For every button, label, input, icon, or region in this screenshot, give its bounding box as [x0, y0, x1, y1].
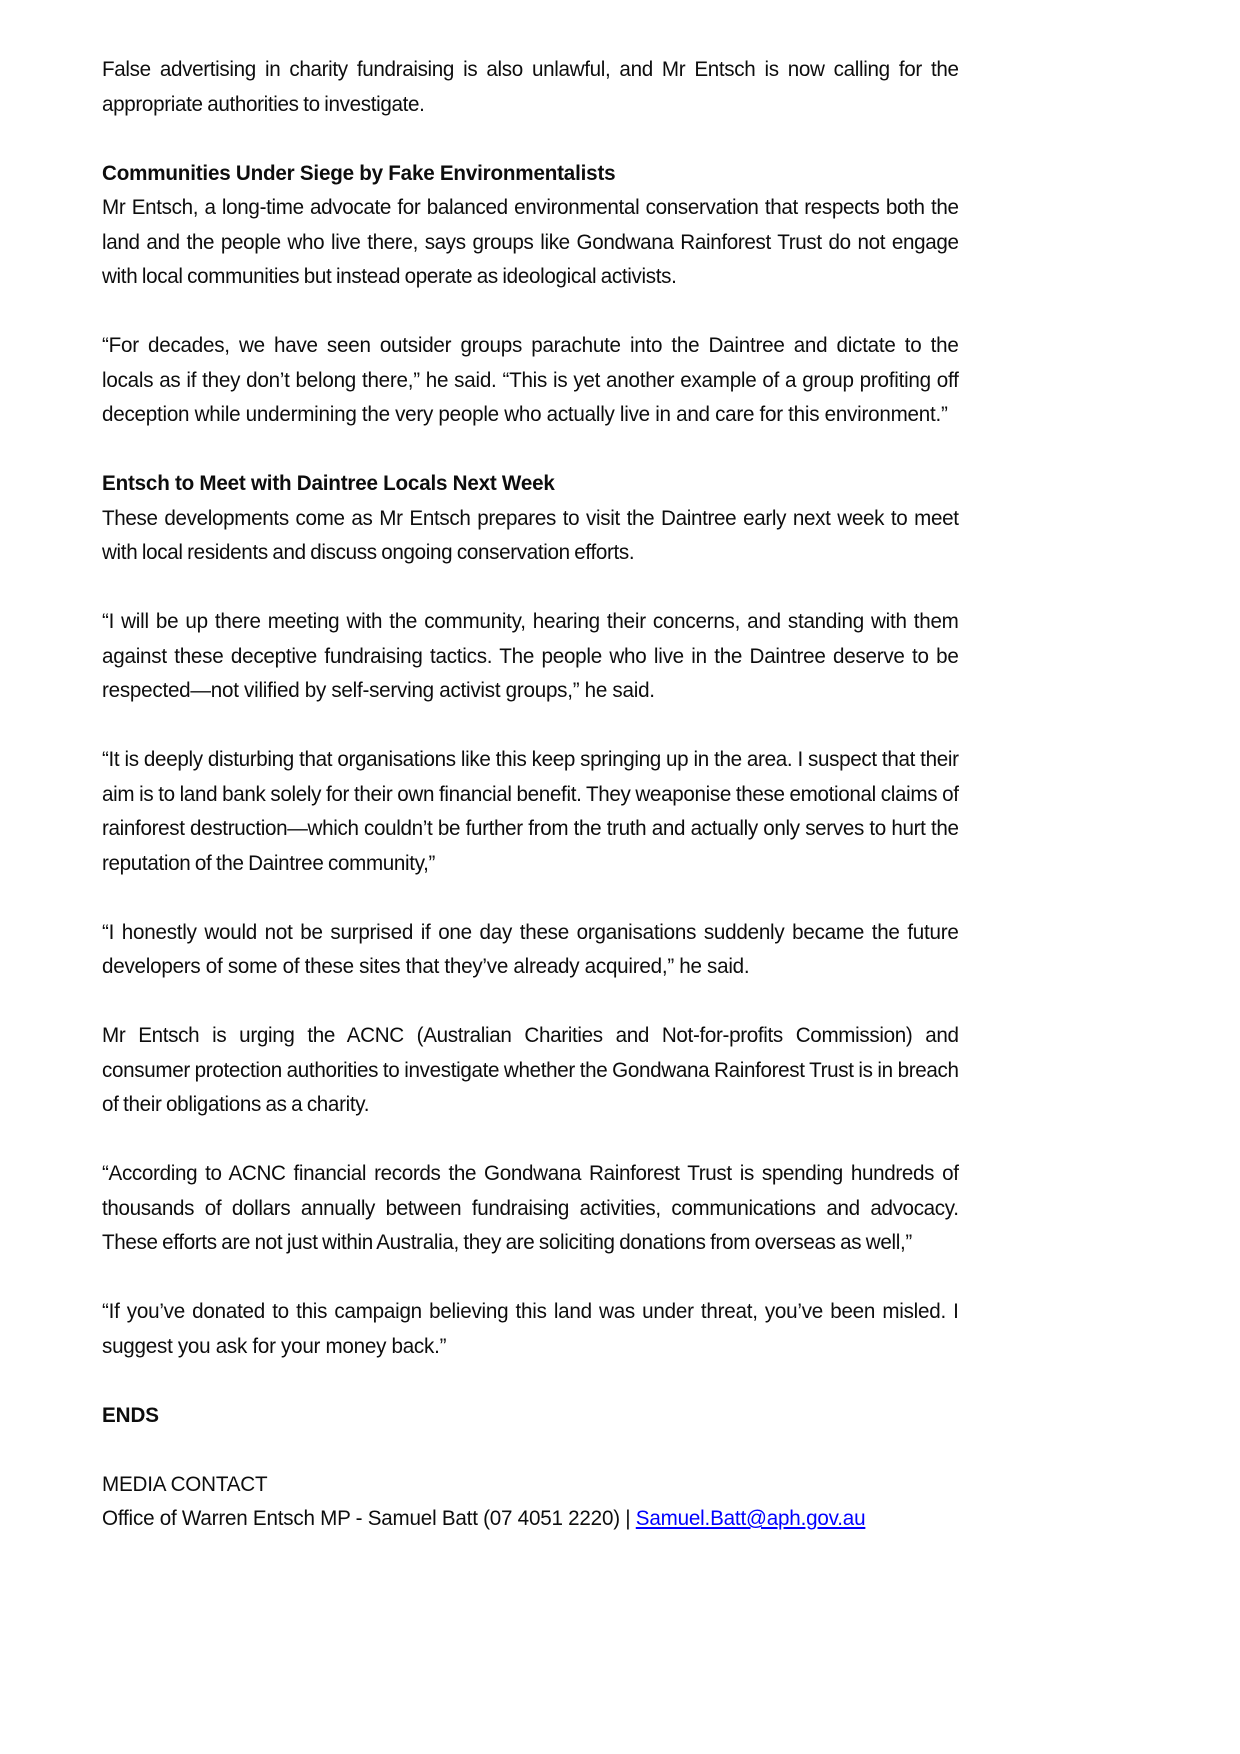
media-contact-details: [102, 1501, 959, 1536]
paragraph-spacer: [102, 1432, 959, 1467]
paragraph-acnc-urging: Mr Entsch is urging the ACNC (Australian Charities and Not-for-profits Commission) and consumer protection authorities to investigate whether the Gondwana Rainforest Trust is in breach of their obligations as a charity.: [102, 1022, 959, 1116]
paragraph-entsch-advocate: Mr Entsch, a long-time advocate for balanced environmental conservation that respects both the land and the people who live there, says groups like Gondwana Rainforest Trust do not engage with local communities but instead operate as ideological activists.: [102, 194, 959, 288]
paragraph-spacer: [102, 1122, 959, 1157]
paragraph-developments: These developments come as Mr Entsch prepares to visit the Daintree early next week to meet with local residents and discuss ongoing conservation efforts.: [102, 504, 959, 564]
paragraph-false-advertising: False advertising in charity fundraising is also unlawful, and Mr Entsch is now calling for the appropriate authorities to investigate.: [102, 56, 959, 116]
paragraph-spacer: [102, 1260, 959, 1295]
document-body: [102, 52, 959, 1536]
paragraph-quote-donated: “If you’ve donated to this campaign believing this land was under threat, you’ve been misled. I suggest you ask for your money back.”: [102, 1298, 959, 1358]
paragraph-quote-honestly: “I honestly would not be surprised if one day these organisations suddenly became the future developers of some of these sites that they’ve already acquired,” he said.: [102, 918, 959, 978]
paragraph-spacer: [102, 294, 959, 329]
paragraph-quote-decades: “For decades, we have seen outsider groups parachute into the Daintree and dictate to the locals as if they don’t belong there,” he said. “This is yet another example of a group profiting off deception while undermining the very people who actually live in and care for this environment.”: [102, 332, 959, 426]
paragraph-spacer: [102, 432, 959, 467]
paragraph-spacer: [102, 121, 959, 156]
paragraph-spacer: [102, 880, 959, 915]
paragraph-spacer: [102, 570, 959, 605]
paragraph-spacer: [102, 1363, 959, 1398]
paragraph-quote-disturbing: “It is deeply disturbing that organisations like this keep springing up in the area. I suspect that their aim is to land bank solely for their own financial benefit. They weaponise these emotional claims of rainforest destruction—which couldn’t be further from the truth and actually only serves to hurt the reputation of the Daintree community,”: [102, 746, 959, 875]
heading-entsch-meet-locals: Entsch to Meet with Daintree Locals Next Week: [102, 470, 555, 495]
paragraph-quote-acnc-records: “According to ACNC financial records the Gondwana Rainforest Trust is spending hundreds of thousands of dollars annually between fundraising activities, communications and advocacy. These efforts are not just within Australia, they are soliciting donations from overseas as well,”: [102, 1160, 959, 1254]
paragraph-spacer: [102, 708, 959, 743]
paragraph-quote-up-there: “I will be up there meeting with the community, hearing their concerns, and standing with them against these deceptive fundraising tactics. The people who live in the Daintree deserve to be respected—not vilified by self-serving activist groups,” he said.: [102, 608, 959, 702]
media-contact-email-link[interactable]: Samuel.Batt@aph.gov.au: [635, 1505, 866, 1530]
ends-label: ENDS: [102, 1401, 159, 1427]
media-contact-office-text: Office of Warren Entsch MP - Samuel Batt (07 4051 2220) |: [102, 1505, 636, 1530]
media-contact-heading: MEDIA CONTACT: [102, 1470, 268, 1496]
heading-communities-under-siege: Communities Under Siege by Fake Environmentalists: [102, 159, 616, 185]
paragraph-spacer: [102, 984, 959, 1019]
